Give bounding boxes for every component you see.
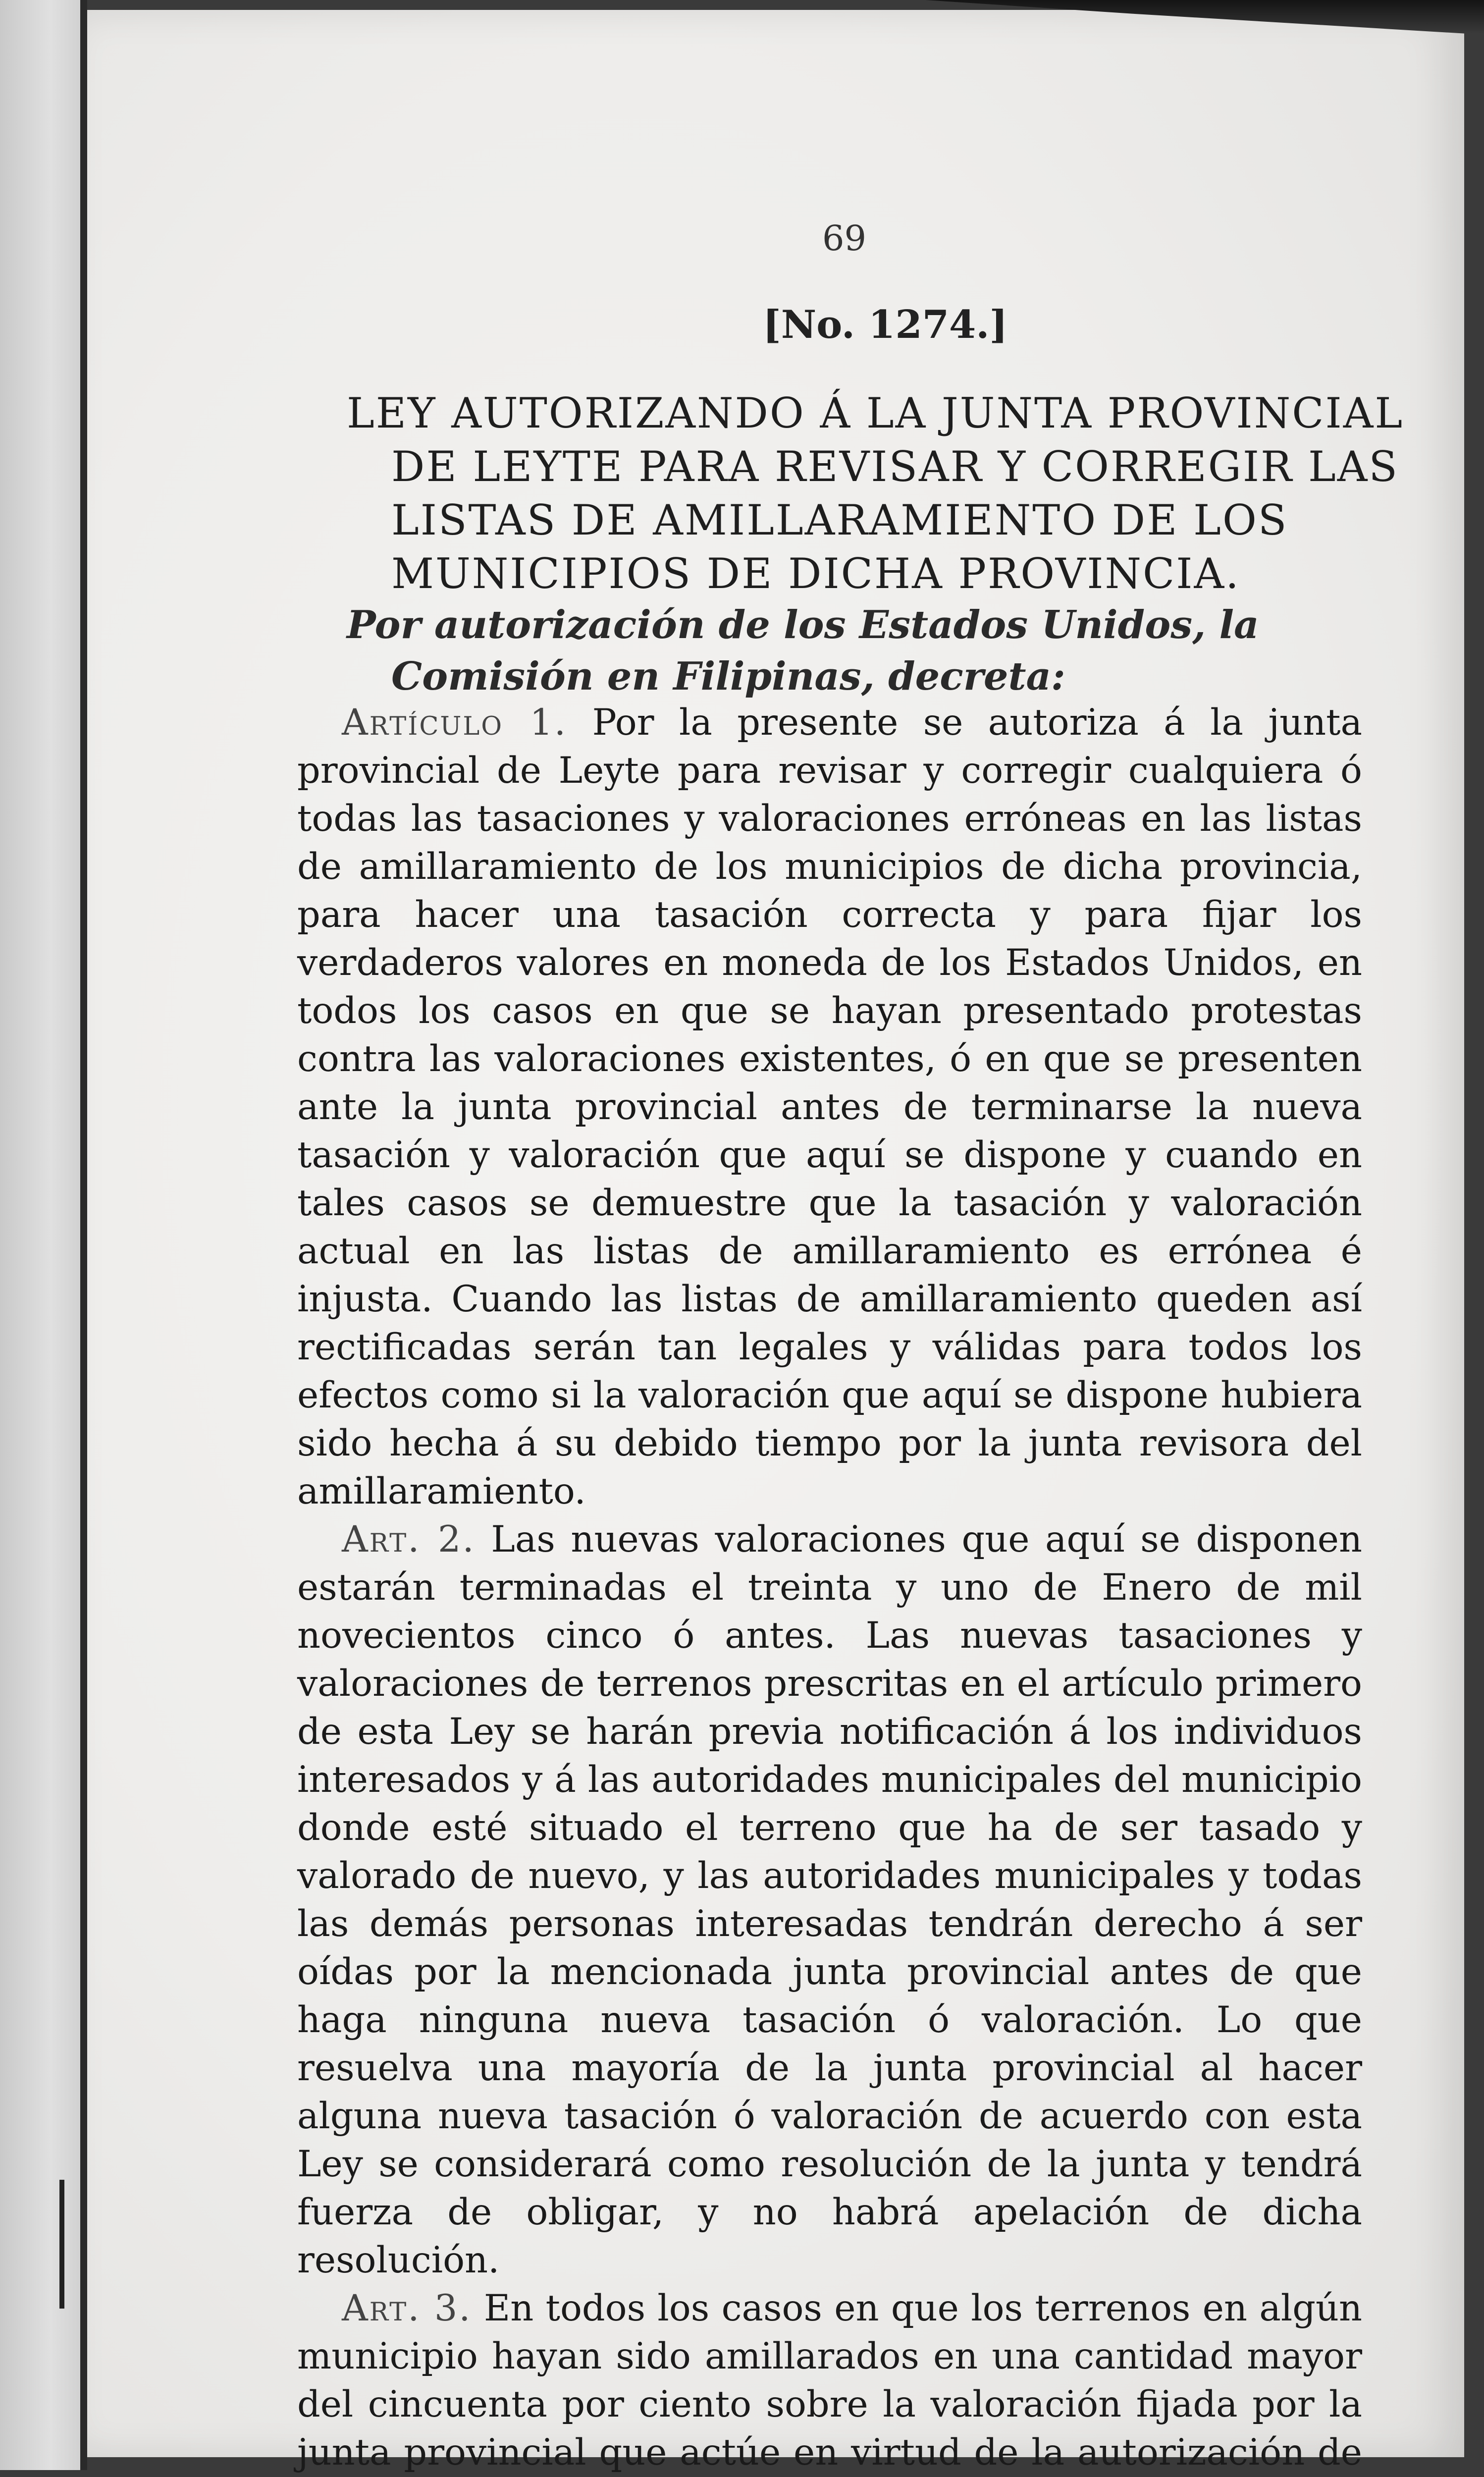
article-1 bbox=[297, 699, 1362, 1515]
article-label: Art. 2. bbox=[342, 1518, 476, 1561]
law-number: [No. 1274.] bbox=[763, 302, 1008, 347]
article-3 bbox=[297, 2284, 1362, 2477]
law-body bbox=[297, 699, 1362, 2477]
decree-clause: Por autorización de los Estados Unidos, la Comisión en Filipinas, decreta: bbox=[347, 602, 1259, 699]
article-text: Las nuevas valoraciones que aquí se disponen estarán terminadas el treinta y uno de Enero de mil novecientos cinco ó antes. Las nuevas tasaciones y valoraciones de terrenos prescritas en el artículo primero de esta Ley se harán previa notificación á los individuos interesados y á las autoridades municipales del municipio donde esté situado el terreno que ha de ser tasado y valorado de nuevo, y las autoridades municipales y todas las demás personas interesadas tendrán derecho á ser oídas por la mencionada junta provincial antes de que haga ninguna nueva tasación ó valoración. Lo que resuelva una mayoría de la junta provincial al hacer alguna nueva tasación ó valoración de acuerdo con esta Ley se considerará como resolución de la junta y tendrá fuerza de obligar, y no habrá apelación de dicha resolución. bbox=[297, 1518, 1362, 2281]
margin-mark bbox=[59, 2180, 64, 2309]
article-label: Art. 3. bbox=[342, 2287, 472, 2329]
article-text: En todos los casos en que los terrenos en algún municipio hayan sido amillarados en una cantidad mayor del cincuenta por ciento sobre la valoración fijada por la junta provincial que actúe en virtud de la autorización de bbox=[297, 2287, 1362, 2474]
law-title: LEY AUTORIZANDO Á LA JUNTA PROVINCIAL DE LEYTE PARA REVISAR Y CORREGIR LAS LISTAS DE AMILLARAMIENTO DE LOS MUNICIPIOS DE DICHA PROVINCIA. bbox=[347, 389, 1404, 598]
article-2 bbox=[297, 1515, 1362, 2284]
article-text: Por la presente se autoriza á la junta provincial de Leyte para revisar y corregir cualquiera ó todas las tasaciones y valoraciones erróneas en las listas de amillaramiento de los municipios de dicha provincia, para hacer una tasación correcta y para fijar los verdaderos valores en moneda de los Estados Unidos, en todos los casos en que se hayan presentado protestas contra las valoraciones existentes, ó en que se presenten ante la junta provincial antes de terminarse la nueva tasación y valoración que aquí se dispone y cuando en tales casos se demuestre que la tasación y valoración actual en las listas de amillaramiento es errónea é injusta. Cuando las listas de amillaramiento queden así rectificadas serán tan legales y válidas para todos los efectos como si la valoración que aquí se dispone hubiera sido hecha á su debido tiempo por la junta revisora del amillaramiento. bbox=[297, 701, 1362, 1512]
scan-margin bbox=[0, 0, 84, 2470]
article-label: Artículo 1. bbox=[342, 701, 568, 744]
page-number: 69 bbox=[822, 218, 867, 259]
binding-edge bbox=[80, 0, 87, 2470]
